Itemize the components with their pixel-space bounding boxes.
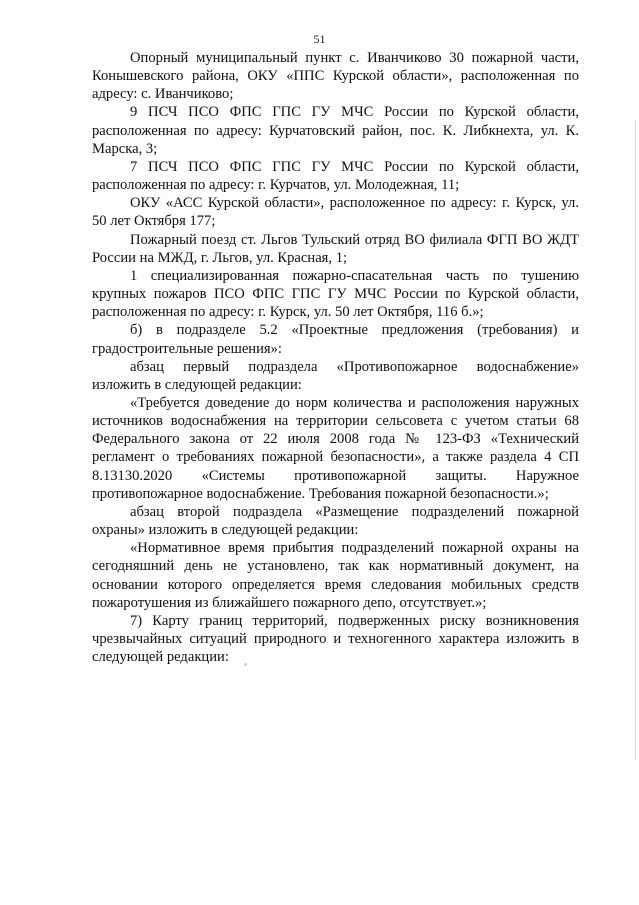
document-body [92, 49, 579, 666]
paragraph-1-specialized-unit: 1 специализированная пожарно-спасательная часть по тушению крупных пожаров ПСО ФПС ГПС ГУ МЧС России по Курской области, расположенная по адресу: г. Курск, ул. 50 лет Октября, 116 б.»; [92, 267, 579, 321]
paragraph-oku-ass: ОКУ «АСС Курской области», расположенное по адресу: г. Курск, ул. 50 лет Октября 177; [92, 195, 579, 230]
paragraph-fire-units-second: абзац второй подраздела «Размещение подразделений пожарной охраны» изложить в следующей редакции: [92, 503, 579, 539]
scan-edge-line [635, 120, 636, 760]
paragraph-map-item-7: 7) Карту границ территорий, подверженных риску возникновения чрезвычайных ситуаций природного и техногенного характера изложить в следующей редакции: [92, 612, 579, 666]
paragraph-fire-train: Пожарный поезд ст. Льгов Тульский отряд ВО филиала ФГП ВО ЖДТ России на МЖД, г. Льгов, ул. Красная, 1; [92, 231, 579, 266]
paragraph-9-psch: 9 ПСЧ ПСО ФПС ГПС ГУ МЧС России по Курской области, расположенная по адресу: Курчатовский район, пос. К. Либкнехта, ул. К. Марска, 3; [92, 104, 579, 157]
paragraph-arrival-time-quote: «Нормативное время прибытия подразделений пожарной охраны на сегодняшний день не установлено, так как нормативный документ, на основании которого определяется время следования мобильных средств пожаротушения из ближайшего пожарного депо, отсутствует.»; [92, 540, 579, 611]
scan-speck [244, 663, 247, 666]
paragraph-ivanchikovo-post: Опорный муниципальный пункт с. Иванчиково 30 пожарной части, Конышевского района, ОКУ «ППС Курской области», расположенная по адресу: с. Иванчиково; [92, 50, 579, 103]
paragraph-7-psch: 7 ПСЧ ПСО ФПС ГПС ГУ МЧС России по Курской области, расположенная по адресу: г. Курчатов, ул. Молодежная, 11; [92, 158, 579, 194]
paragraph-water-supply-quote: «Требуется доведение до норм количества и расположения наружных источников водоснабжения на территории сельсовета с учетом статьи 68 Федерального закона от 22 июля 2008 года № 123-ФЗ «Технический регламент о требованиях пожарной безопасности», а также раздела 4 СП 8.13130.2020 «Системы противопожарной защиты. Наружное противопожарное водоснабжение. Требования пожарной безопасности.»; [92, 394, 579, 502]
page-number: 51 [313, 32, 326, 46]
paragraph-subsection-5-2: б) в подразделе 5.2 «Проектные предложения (требования) и градостроительные решения»: [92, 322, 579, 357]
paragraph-water-supply-first: абзац первый подраздела «Противопожарное водоснабжение» изложить в следующей редакции: [92, 358, 579, 393]
